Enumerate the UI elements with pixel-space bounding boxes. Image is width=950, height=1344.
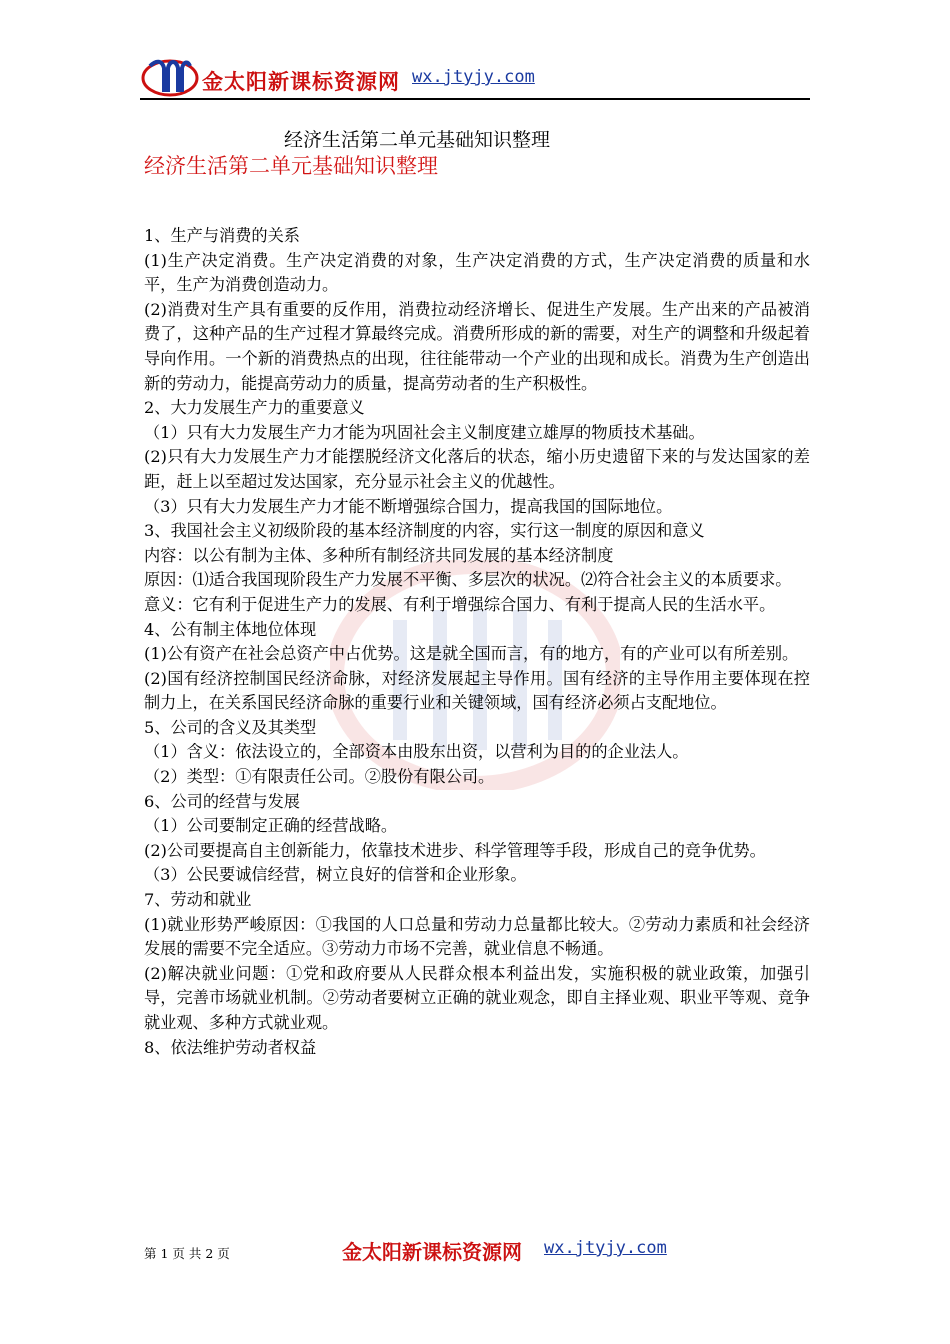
paragraph: 6、公司的经营与发展: [144, 791, 300, 811]
site-link[interactable]: wx.jtyjy.com: [412, 67, 535, 87]
footer-site-link[interactable]: wx.jtyjy.com: [544, 1238, 667, 1258]
paragraph: （2）类型：①有限责任公司。②股份有限公司。: [144, 767, 495, 787]
jty-logo-icon: [140, 58, 200, 98]
paragraph: (2)国有经济控制国民经济命脉，对经济发展起主导作用。国有经济的主导作用主要体现在控制力上，在关系国民经济命脉的重要行业和关键领域，国有经济必须占支配地位。: [144, 668, 810, 713]
paragraph: (1)公有资产在社会总资产中占优势。这是就全国而言，有的地方，有的产业可以有所差别。: [144, 644, 799, 664]
header-divider: [140, 98, 810, 100]
paragraph: 2、大力发展生产力的重要意义: [144, 398, 365, 418]
paragraph: 5、公司的含义及其类型: [144, 717, 317, 737]
paragraph: 7、劳动和就业: [144, 890, 252, 910]
paragraph: （1）公司要制定正确的经营战略。: [144, 816, 398, 836]
paragraph: 原因：⑴适合我国现阶段生产力发展不平衡、多层次的状况。⑵符合社会主义的本质要求。: [144, 570, 792, 590]
paragraph: (1)生产决定消费。生产决定消费的对象，生产决定消费的方式，生产决定消费的质量和水平，生产为消费创造动力。: [144, 250, 810, 295]
paragraph: 8、依法维护劳动者权益: [144, 1037, 317, 1057]
paragraph: (2)公司要提高自主创新能力，依靠技术进步、科学管理等手段，形成自己的竞争优势。: [144, 840, 766, 860]
footer-brand-name: 金太阳新课标资源网: [342, 1240, 522, 1264]
paragraph: 4、公有制主体地位体现: [144, 619, 317, 639]
paragraph: (2)只有大力发展生产力才能摆脱经济文化落后的状态，缩小历史遗留下来的与发达国家的差距，赶上以至超过发达国家，充分显示社会主义的优越性。: [144, 447, 810, 491]
paragraph: （3）公民要诚信经营，树立良好的信誉和企业形象。: [144, 865, 527, 885]
paragraph: (1)就业形势严峻原因：①我国的人口总量和劳动力总量都比较大。②劳动力素质和社会经济发展的需要不完全适应。③劳动力市场不完善，就业信息不畅通。: [144, 914, 810, 959]
document-body: [144, 224, 810, 1060]
paragraph: 1、生产与消费的关系: [144, 226, 300, 245]
paragraph: (2)解决就业问题：①党和政府要从人民群众根本利益出发，实施积极的就业政策，加强引导，完善市场就业机制。②劳动者要树立正确的就业观念，即自主择业观、职业平等观、竞争就业观、多种方式就业观。: [144, 963, 810, 1032]
document-subtitle: 经济生活第二单元基础知识整理: [144, 154, 438, 178]
paragraph: 3、我国社会主义初级阶段的基本经济制度的内容，实行这一制度的原因和意义: [144, 521, 705, 541]
paragraph: 意义：它有利于促进生产力的发展、有利于增强综合国力、有利于提高人民的生活水平。: [144, 594, 776, 614]
paragraph: （1）含义：依法设立的，全部资本由股东出资，以营利为目的的企业法人。: [144, 742, 689, 762]
paragraph: (2)消费对生产具有重要的反作用，消费拉动经济增长、促进生产发展。生产出来的产品被消费了，这种产品的生产过程才算最终完成。消费所形成的新的需要，对生产的调整和升级起着导向作用。一个新的消费热点的出现，往往能带动一个产业的出现和成长。消费为生产创造出新的劳动力，能提高劳动力的质量，提高劳动者的生产积极性。: [144, 299, 810, 393]
brand-name: 金太阳新课标资源网: [202, 70, 400, 94]
paragraph: 内容：以公有制为主体、多种所有制经济共同发展的基本经济制度: [144, 545, 614, 565]
page-number: 第 1 页 共 2 页: [144, 1246, 230, 1261]
paragraph: （1）只有大力发展生产力才能为巩固社会主义制度建立雄厚的物质技术基础。: [144, 422, 705, 442]
page-header: [140, 58, 810, 100]
paragraph: （3）只有大力发展生产力才能不断增强综合国力，提高我国的国际地位。: [144, 496, 673, 516]
document-title: 经济生活第二单元基础知识整理: [284, 129, 551, 151]
